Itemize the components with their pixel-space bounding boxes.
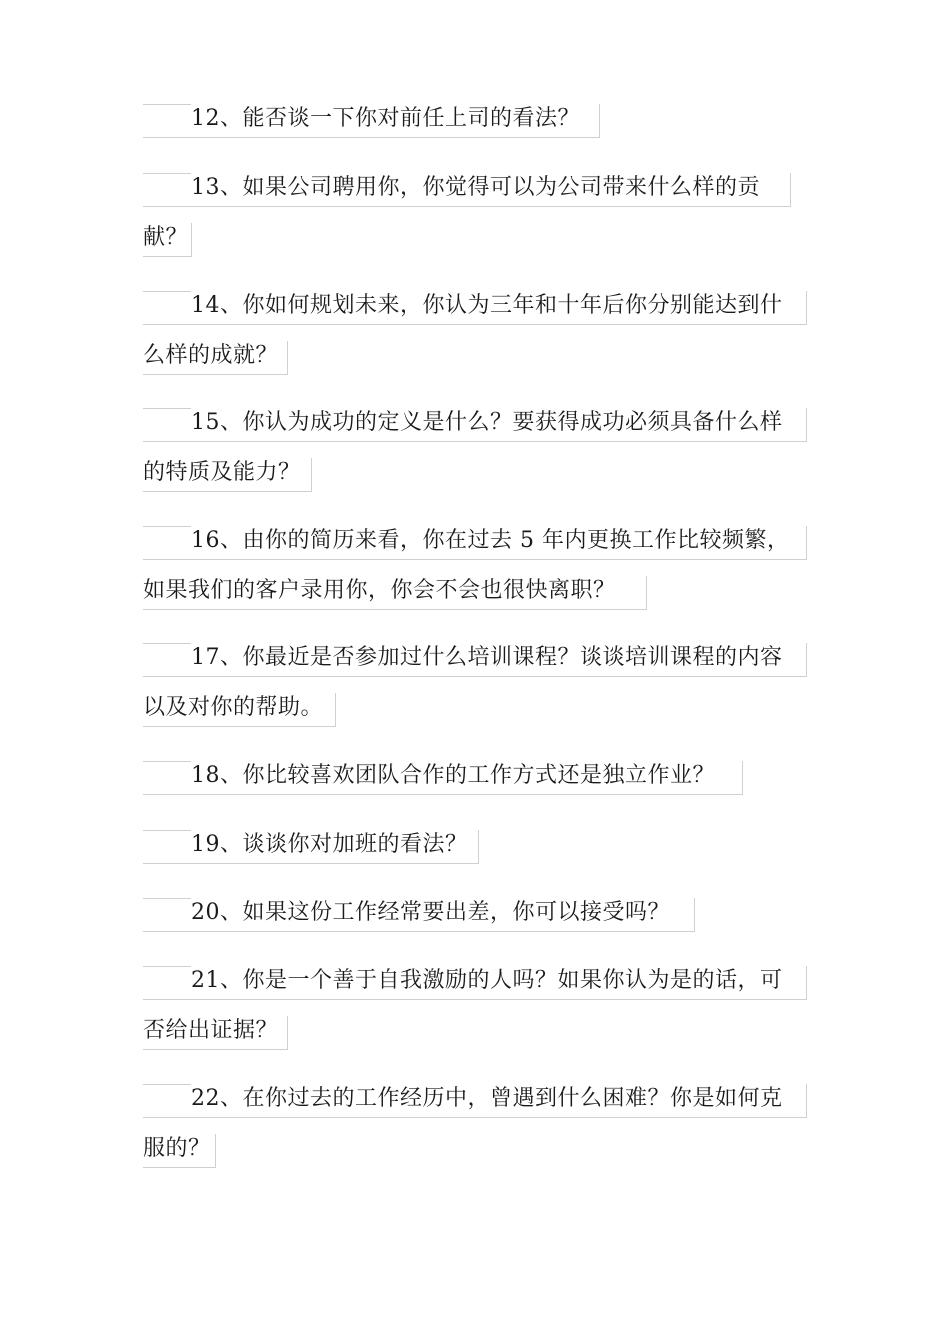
question-line: 以及对你的帮助。: [143, 693, 336, 727]
question-17: [143, 643, 807, 727]
question-line: 否给出证据？: [143, 1016, 288, 1050]
question-16: [143, 526, 807, 610]
question-14: [143, 291, 807, 375]
question-22: [143, 1084, 807, 1168]
question-line: 么样的成就？: [143, 341, 288, 375]
question-line: 20、如果这份工作经常要出差，你可以接受吗？: [143, 898, 695, 932]
question-line: 16、由你的简历来看，你在过去 5 年内更换工作比较频繁，: [143, 526, 807, 560]
question-line: 的特质及能力？: [143, 458, 312, 492]
question-18: [143, 761, 743, 795]
question-line: 21、你是一个善于自我激励的人吗？如果你认为是的话，可: [143, 966, 807, 1000]
question-line: 12、能否谈一下你对前任上司的看法？: [143, 104, 600, 138]
question-line: 15、你认为成功的定义是什么？要获得成功必须具备什么样: [143, 408, 807, 442]
question-21: [143, 966, 807, 1050]
question-line: 服的？: [143, 1134, 216, 1168]
question-15: [143, 408, 807, 492]
question-line: 13、如果公司聘用你，你觉得可以为公司带来什么样的贡: [143, 173, 791, 207]
question-12: [143, 104, 600, 138]
question-line: 如果我们的客户录用你，你会不会也很快离职？: [143, 576, 647, 610]
question-line: 献？: [143, 223, 192, 257]
question-line: 17、你最近是否参加过什么培训课程？谈谈培训课程的内容: [143, 643, 807, 677]
question-line: 14、你如何规划未来，你认为三年和十年后你分别能达到什: [143, 291, 807, 325]
question-20: [143, 898, 695, 932]
question-line: 22、在你过去的工作经历中，曾遇到什么困难？你是如何克: [143, 1084, 807, 1118]
question-line: 19、谈谈你对加班的看法？: [143, 830, 479, 864]
question-line: 18、你比较喜欢团队合作的工作方式还是独立作业？: [143, 761, 743, 795]
question-13: [143, 173, 791, 257]
question-19: [143, 830, 479, 864]
